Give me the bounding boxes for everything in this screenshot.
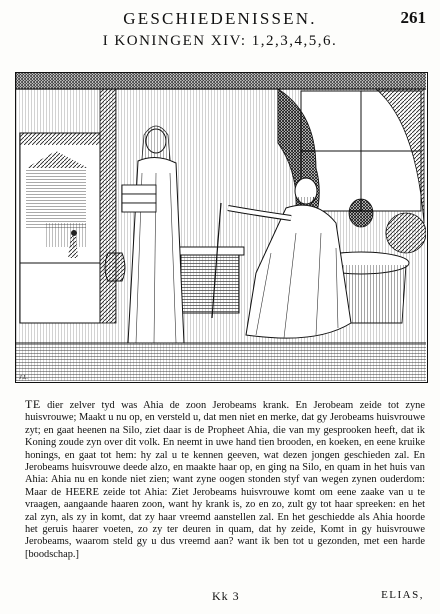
opening-capital: TE — [25, 397, 41, 411]
catchword: ELIAS, — [381, 589, 424, 601]
page-number: 261 — [400, 8, 426, 27]
engraver-mark: J.L. — [19, 375, 28, 381]
scripture-passage: dier zelver tyd was Ahia de zoon Jerobeams krank. En Jerobeam zeide tot zyne huisvrouwe; Maakt u nu op, en versteld u, dat men niet en merke, dat gy Jerobeams huisvrouwe zyt; en gaat heenen na Silo, ziet daar is de Propheet Ahia, die van my gesprooken heeft, dat ik Koning zoude zyn over dit volk. En neemt in uwe hand tien brooden, en koeken, en eene kruike honings, en gaat tot hem: hy zal u te kennen geeven, wat dezen jongen geschieden zal. En Jerobeams huisvrouwe deede alzo, en maakte haar op, en ging na Silo, en quam in het huis van Ahia: Ahia nu en konde niet zien; want zyne oogen stonden styf van wegen zynen ouderdom: Maar de HEERE zeide tot Ahia: Ziet Jerobeams huisvrouwe komt om eene zaake van u te vraagen, aangaande haaren zoon, want hy krank is, zo en zo, zult gy tot haar spreeken: en het zal zyn, als zy in komt, dat zy haar vreemd aanstellen zal. En het geschiedde als Ahia hoorde het geruis haarer voeten, zo zy ter deuren in quam, dat hy zeide, Komt in gy huisvrouwe Jerobeams, waarom steld gy u dus vreemd aan? want ik ben tot u gezonden, met een harde [boodschap.] — [25, 400, 425, 560]
chapter-reference: I KONINGEN XIV: 1,2,3,4,5,6. — [102, 33, 338, 49]
body-text — [25, 398, 425, 561]
signature-mark: Kk 3 — [212, 589, 240, 603]
engraving-illustration — [15, 72, 428, 383]
engraving-artwork — [16, 73, 426, 381]
running-title: GESCHIEDENISSEN. — [123, 9, 317, 28]
